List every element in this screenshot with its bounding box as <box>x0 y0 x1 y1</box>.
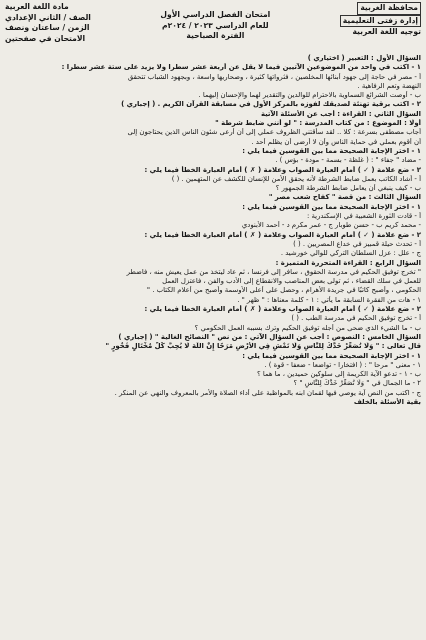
header-pages: الامتحان في صفحتين <box>5 33 86 43</box>
exam-header <box>5 2 421 54</box>
header-duration: الزمن / ساعتان ونصف <box>5 23 90 32</box>
q5-question-b2: ٢ - ما الجمال في " وَلَا تُصَعِّرْ خَدَّكَ لِلنَّاسِ " ؟ <box>293 379 421 388</box>
header-right-block <box>340 2 421 38</box>
header-governorate: محافظة الغربية <box>357 2 421 15</box>
q1-topic-a-line1: أ - مصر في حاجة إلى جهود أبنائها المخلصين ، فثرواتها كثيرة ، وصحاريها واسعة ، وبجهود الشباب تتحقق <box>127 72 421 81</box>
header-supervision: توجيه اللغة العربية <box>352 27 421 36</box>
q1-instruction: ١ - اكتب في واحد من الموضوعين الآتيين فيما لا يقل عن أربعة عشر سطرا ولا يزيد على ستة عشر سطرا : <box>61 63 421 72</box>
header-session: الفترة الصباحية <box>186 31 245 40</box>
q2-truefalse-item: أ - أشاد الكاتب بعمل ضابط الشرطة لأنه يحقق الأمن للإنسان للكشف عن المتهمين . ( ) <box>171 174 421 183</box>
header-center-block <box>160 2 270 42</box>
q4-passage-line3: الحكومي ، وأصبح كاتبًا في جريدة الأهرام ، وحصل على أعلى الأوسمة وأصبح من أعلام الكتاب . " <box>146 286 421 295</box>
q1-telegram-task: ٢ - اكتب برقية تهنئة لصديقك لفوزه بالمركز الأول في مسابقة القرآن الكريم . ( إجباري ) <box>121 100 421 109</box>
q1-topic-a-line2: النهضة وتعم الرفاهية . <box>357 81 421 90</box>
q1-topic-b: ب - أوصت الشرائع السماوية بالاحترام للوالدين والتقدير لهما والإحسان إليهما . <box>198 91 421 100</box>
q3-choose-stem: أ - قادت الثورة الشعبية في الإسكندرية : <box>306 212 421 221</box>
header-subject: مادة اللغة العربية <box>5 2 69 11</box>
q5-choose-item: ١ - معنى " مرحا " : ( افتخارا - تواضعا - ضعفا - قوة ) . <box>264 360 421 369</box>
q2-title: السؤال الثاني : القراءة : أجب عن الأسئلة الآتية <box>260 109 421 118</box>
q3-truefalse-item: أ - تحدث حيلة قمبيز في خداع المصريين . ( ) <box>293 239 421 248</box>
q2-choose-instruction: ١ - اختر الإجابة الصحيحة مما بين القوسين فيما يلي : <box>242 146 421 155</box>
q5-quran-verse: قال تعالى : " وَلَا تُصَعِّرْ خَدَّكَ لِلنَّاسِ وَلَا تَمْشِ فِي الْأَرْضِ مَرَحًا إِنَّ اللَّهَ لَا يُحِبُّ كُلَّ مُخْتَالٍ فَخُورٍ " <box>105 342 421 351</box>
q2-question-b: ب - كيف ينبغي أن يعامل ضابط الشرطة الجمهور ؟ <box>275 184 421 193</box>
q3-truefalse-instruction: ٢ - ضع علامة ( ✓ ) أمام العبارة الصواب وعلامة ( ✗ ) أمام العبارة الخطأ فيما يلي : <box>144 230 421 239</box>
header-academic-year: للعام الدراسي ٢٠٢٣ / ٢٠٢٤م <box>162 20 269 30</box>
q5-question-b1: ب - ١ - تدعو الآية الكريمة إلى سلوكين حميدين ، ما هما ؟ <box>257 370 421 379</box>
q4-extract-item: ١ - هات من الفقرة السابقة ما يأتي : ١ - كلمة معناها : " ظهر " . <box>237 295 421 304</box>
q5-title: السؤال الخامس : النصوص : أجب عن السؤال الآتي : من نص " النصائح الغالية " ( إجباري ) <box>118 332 421 341</box>
header-administration: إدارة زفتى التعليمية <box>340 15 421 28</box>
q2-passage-line1: أجاب مصطفى بسرعة : كلا .. لقد سأقتني الظروف عملي إلى أن أرعى شئون الناس الذين يحتاجون إلى <box>127 128 421 137</box>
q4-title: السؤال الرابع : القراءة المتحررة المتميزة : <box>275 258 421 267</box>
header-exam-title: امتحان الفصل الدراسي الأول <box>160 10 271 19</box>
q5-choose-instruction: ١ - اختر الإجابة الصحيحة مما بين القوسين فيما يلي : <box>242 351 421 360</box>
header-left-block <box>5 2 91 44</box>
q2-choose-item: - مضاد " جفاء " : ( غلظة - بسمة - مودة - بؤس ) . <box>275 156 421 165</box>
q5-question-c: ج - اكتب من النص آية يوصي فيها لقمان ابنه بالمواظبة على أداء الصلاة والأمر بالمعروف والنهي عن المنكر . <box>114 388 421 397</box>
q4-passage-line1: " تخرج توفيق الحكيم في مدرسة الحقوق ، سافر إلى فرنسا ، ثم عاد ليتخذ من عمل يعيش منه ، فاضطر <box>126 267 421 276</box>
q4-truefalse-item: أ - تخرج توفيق الحكيم في مدرسة الطب . ( ) <box>291 314 421 323</box>
header-grade: الصف / الثاني الإعدادي <box>5 12 91 22</box>
q4-passage-line2: للعمل في سلك القضاء ، ثم تولى بعض المناصب والانقطاع إلى الأدب والفن ، فاعتزل العمل <box>162 277 421 286</box>
q4-question-b: ب - ما الشيء الذي ضحى من أجله توفيق الحكيم وترك بسببه العمل الحكومي ؟ <box>194 323 421 332</box>
continue-on-back-note: بقية الأسئلة بالخلف <box>353 397 421 406</box>
q2-passage-line2: أن أقوم بعملي في حماية الناس وأن لا أرضى أن يظلم أحد . <box>251 137 421 146</box>
q2-truefalse-instruction: ٢ - ضع علامة ( ✓ ) أمام العبارة الصواب وعلامة ( ✗ ) أمام العبارة الخطأ فيما يلي : <box>144 165 421 174</box>
q1-title: السؤال الأول : التعبير ( اختياري ) <box>307 54 421 62</box>
q3-choose-instruction: ١ - اختر الإجابة الصحيحة مما بين القوسين فيما يلي : <box>242 202 421 211</box>
q3-choose-options: - محمد كريم ب - حسن طوبار ج - عمر مكرم د - أحمد الأبنودي <box>241 221 421 230</box>
q2-topic-source: أولًا : الموضوع : من كتاب المدرسة : " لو أنني ضابط شرطة " <box>215 119 421 128</box>
q4-truefalse-instruction: ٢ - ضع علامة ( ✓ ) أمام العبارة الصواب وعلامة ( ✗ ) أمام العبارة الخطأ فيما يلي : <box>144 305 421 314</box>
exam-body <box>5 54 421 407</box>
q3-justify-item: ج - علل : عزل السلطان التركي للوالي خورشيد . <box>280 249 421 258</box>
q3-title: السؤال الثالث : من قصة " كفاح شعب مصر " <box>268 193 421 202</box>
